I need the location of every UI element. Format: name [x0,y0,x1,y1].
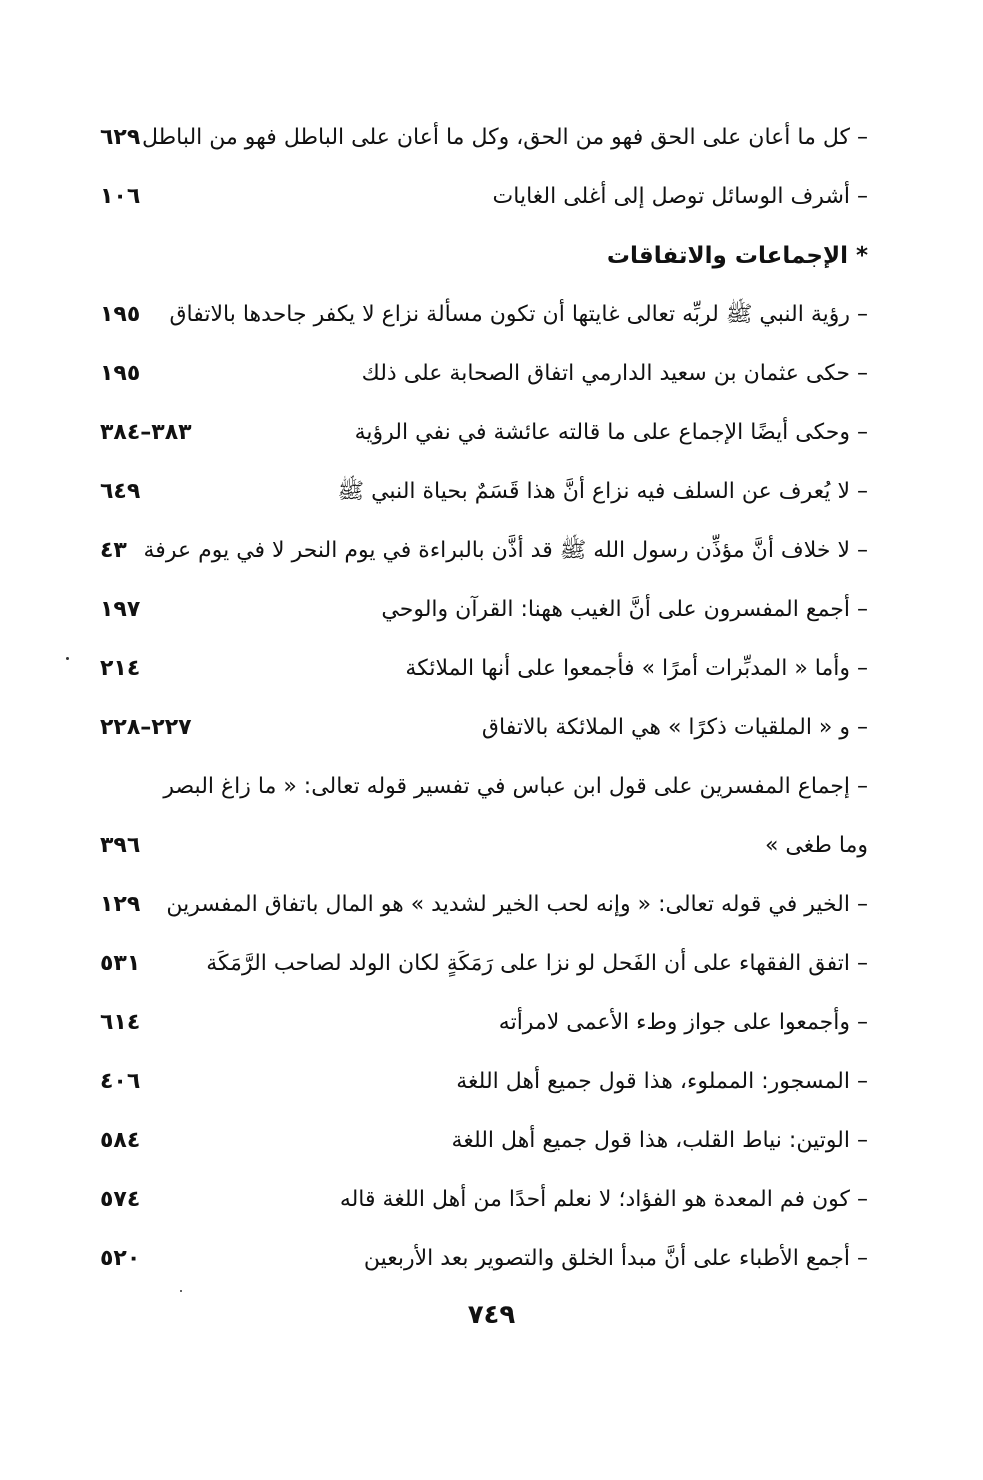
entry-text: – إجماع المفسرين على قول ابن عباس في تفسير قوله تعالى: « ما زاغ البصر [163,774,868,799]
index-entry [0,405,983,464]
section-heading [0,228,983,287]
index-entry [0,936,983,995]
index-entry [0,110,983,169]
entry-text: – الخير في قوله تعالى: « وإنه لحب الخير لشديد » هو المال باتفاق المفسرين [166,892,868,917]
index-entry [0,1113,983,1172]
scan-speck [66,657,69,660]
entry-text: وما طغى » [764,833,868,858]
entry-page-number: ٦٤٩ [100,479,141,504]
entry-text: – رؤية النبي ﷺ لربِّه تعالى غايتها أن تكون مسألة نزاع لا يكفر جاحدها بالاتفاق [169,302,868,327]
entry-page-number: ٢٢٧–٢٢٨ [100,715,192,740]
scan-speck [180,1290,182,1292]
entry-page-number: ٦١٤ [100,1010,141,1035]
entry-page-number: ١٩٥ [100,302,141,327]
entry-text: – وأما « المدبِّرات أمرًا » فأجمعوا على أنها الملائكة [405,656,868,681]
entry-text: – الوتين: نياط القلب، هذا قول جميع أهل اللغة [451,1128,868,1153]
entry-text: – أجمع الأطباء على أنَّ مبدأ الخلق والتصوير بعد الأربعين [363,1246,868,1271]
entry-text: – المسجور: المملوء، هذا قول جميع أهل اللغة [456,1069,868,1094]
page-folio-number: ٧٤٩ [467,1300,516,1330]
entry-page-number: ٦٢٩ [100,125,141,150]
entry-page-number: ٥٨٤ [100,1128,141,1153]
entry-text: – لا خلاف أنَّ مؤذِّن رسول الله ﷺ قد أذَّن بالبراءة في يوم النحر لا في يوم عرفة [143,538,868,563]
index-entry-continuation [0,818,983,877]
index-entry [0,523,983,582]
index-entry [0,464,983,523]
index-entry [0,759,983,818]
index-entry [0,1231,983,1290]
entry-page-number: ٣٩٦ [100,833,141,858]
entry-page-number: ٥٢٠ [100,1246,141,1271]
index-entry [0,995,983,1054]
index-entry [0,169,983,228]
section-heading-text: * الإجماعات والاتفاقات [606,243,868,269]
entry-text: – اتفق الفقهاء على أن الفَحل لو نزا على رَمَكَةٍ لكان الولد لصاحب الرَّمَكَة [206,951,868,976]
index-entry [0,1054,983,1113]
entry-text: – وأجمعوا على جواز وطء الأعمى لامرأته [498,1010,868,1035]
index-entries [0,110,983,1290]
entry-page-number: ٤٠٦ [100,1069,141,1094]
entry-text: – لا يُعرف عن السلف فيه نزاع أنَّ هذا قَسَمٌ بحياة النبي ﷺ [337,479,868,504]
entry-page-number: ٥٧٤ [100,1187,141,1212]
entry-text: – أشرف الوسائل توصل إلى أغلى الغايات [492,184,868,209]
index-entry [0,1172,983,1231]
index-entry [0,346,983,405]
entry-page-number: ١٢٩ [100,892,141,917]
entry-page-number: ٢١٤ [100,656,141,681]
entry-page-number: ٣٨٣–٣٨٤ [100,420,192,445]
entry-text: – أجمع المفسرون على أنَّ الغيب ههنا: القرآن والوحي [381,597,868,622]
index-entry [0,641,983,700]
entry-text: – و « الملقيات ذكرًا » هي الملائكة بالاتفاق [481,715,868,740]
entry-page-number: ١٩٧ [100,597,141,622]
entry-page-number: ٥٣١ [100,951,141,976]
index-entry [0,582,983,641]
entry-page-number: ٤٣ [100,538,127,563]
entry-text: – كون فم المعدة هو الفؤاد؛ لا نعلم أحدًا من أهل اللغة قاله [339,1187,868,1212]
index-entry [0,287,983,346]
index-entry [0,700,983,759]
entry-page-number: ١٩٥ [100,361,141,386]
entry-text: – حكى عثمان بن سعيد الدارمي اتفاق الصحابة على ذلك [361,361,868,386]
entry-page-number: ١٠٦ [100,184,141,209]
entry-text: – كل ما أعان على الحق فهو من الحق، وكل ما أعان على الباطل فهو من الباطل [141,125,868,150]
index-entry [0,877,983,936]
entry-text: – وحكى أيضًا الإجماع على ما قالته عائشة في نفي الرؤية [354,420,868,445]
